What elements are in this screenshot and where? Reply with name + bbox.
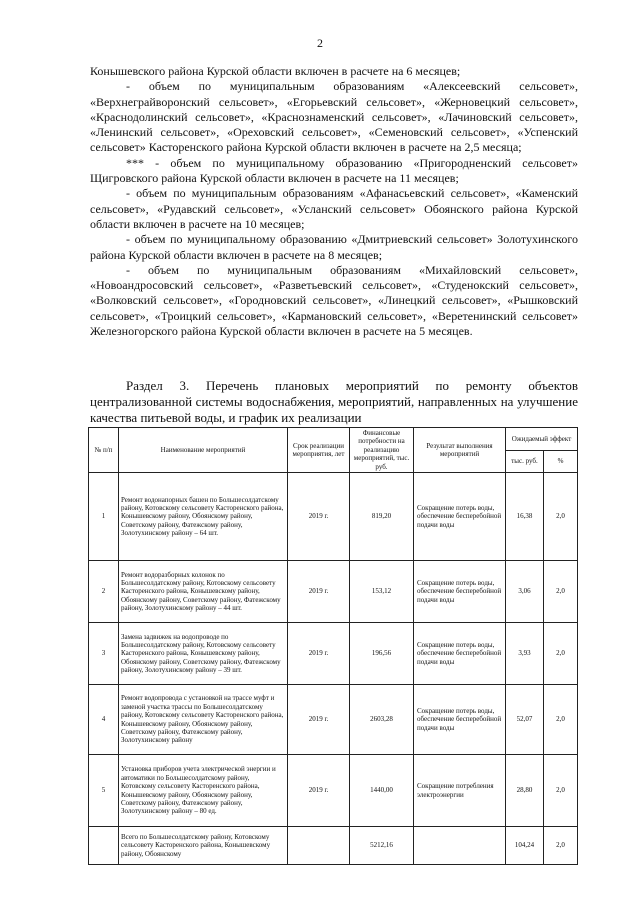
cell-finance: 153,12 bbox=[350, 561, 414, 623]
section-3 bbox=[90, 378, 578, 426]
cell-term bbox=[288, 827, 350, 865]
paragraph: - объем по муниципальным образованиям «Афанасьевский сельсовет», «Каменский сельсовет», «Рудавский сельсовет», «Усланский сельсовет» Обоянского района Курской области включен в расчете на 10 месяцев; bbox=[90, 186, 578, 231]
cell-term: 2019 г. bbox=[288, 561, 350, 623]
cell-num bbox=[89, 827, 119, 865]
cell-result: Сокращение потерь воды, обеспечение бесперебойной подачи воды bbox=[414, 685, 506, 755]
table-row bbox=[89, 561, 578, 623]
header-result: Результат выполнения мероприятий bbox=[414, 428, 506, 473]
section-heading: Раздел 3. Перечень плановых мероприятий по ремонту объектов централизованной системы водоснабжения, мероприятий, направленных на улучшение качества питьевой воды, и график их реализации bbox=[90, 378, 578, 425]
cell-num: 2 bbox=[89, 561, 119, 623]
table-row bbox=[89, 755, 578, 827]
table-row bbox=[89, 473, 578, 561]
header-num: № п/п bbox=[89, 428, 119, 473]
cell-num: 4 bbox=[89, 685, 119, 755]
table-row bbox=[89, 623, 578, 685]
cell-effect-pct: 2,0 bbox=[544, 827, 578, 865]
cell-name: Всего по Большесолдатскому району, Котовскому сельсовету Касторенского района, Конышевскому району, Обоянскому bbox=[119, 827, 288, 865]
cell-effect-pct: 2,0 bbox=[544, 685, 578, 755]
cell-name: Ремонт водоразборных колонок по Большесолдатскому району, Котовскому сельсовету Касторенского района, Конышевскому району, Обоянскому району, Советскому району, Фатежскому району, Золотухинскому району – 44 шт. bbox=[119, 561, 288, 623]
paragraph: Конышевского района Курской области включен в расчете на 6 месяцев; bbox=[90, 64, 461, 78]
cell-num: 1 bbox=[89, 473, 119, 561]
cell-result: Сокращение потерь воды, обеспечение бесперебойной подачи воды bbox=[414, 561, 506, 623]
cell-finance: 819,20 bbox=[350, 473, 414, 561]
cell-result: Сокращение потребления электроэнергии bbox=[414, 755, 506, 827]
cell-effect-pct: 2,0 bbox=[544, 561, 578, 623]
cell-num: 3 bbox=[89, 623, 119, 685]
paragraph: - объем по муниципальному образованию «Дмитриевский сельсовет» Золотухинского района Курской области включен в расчете на 8 месяцев; bbox=[90, 232, 578, 262]
cell-name: Замена задвижек на водопроводе по Большесолдатскому району, Котовскому сельсовету Касторенского района, Конышевскому району, Обоянскому району, Советскому району, Фатежскому району, Золотухинскому району – 39 шт. bbox=[119, 623, 288, 685]
cell-name: Ремонт водопровода с установкой на трассе муфт и заменой участка трассы по Большесолдатскому району, Котовскому сельсовету Касторенского района, Конышевскому району, Обоянскому району, Советскому району, Фатежскому району, Золотухинскому району bbox=[119, 685, 288, 755]
cell-finance: 5212,16 bbox=[350, 827, 414, 865]
cell-effect-rub: 52,07 bbox=[506, 685, 544, 755]
cell-term: 2019 г. bbox=[288, 623, 350, 685]
cell-result bbox=[414, 827, 506, 865]
cell-result: Сокращение потерь воды, обеспечение бесперебойной подачи воды bbox=[414, 473, 506, 561]
table-header-row bbox=[89, 428, 578, 451]
cell-effect-rub: 3,06 bbox=[506, 561, 544, 623]
cell-term: 2019 г. bbox=[288, 755, 350, 827]
paragraph: *** - объем по муниципальному образованию «Пригородненский сельсовет» Щигровского района Курской области включен в расчете на 11 месяцев; bbox=[90, 155, 578, 186]
header-effect-rub: тыс. руб. bbox=[506, 450, 544, 473]
cell-finance: 1440,00 bbox=[350, 755, 414, 827]
table-row-total bbox=[89, 827, 578, 865]
page-number: 2 bbox=[317, 36, 323, 50]
cell-finance: 196,56 bbox=[350, 623, 414, 685]
table-row bbox=[89, 685, 578, 755]
header-finance: Финансовые потребности на реализацию мероприятий, тыс. руб. bbox=[350, 428, 414, 473]
cell-name: Ремонт водонапорных башен по Большесолдатскому району, Котовскому сельсовету Касторенского района, Конышевскому району, Обоянскому району, Советскому району, Фатежскому району, Золотухинскому району – 64 шт. bbox=[119, 473, 288, 561]
cell-effect-rub: 104,24 bbox=[506, 827, 544, 865]
header-effect: Ожидаемый эффект bbox=[506, 428, 578, 451]
cell-effect-rub: 28,80 bbox=[506, 755, 544, 827]
cell-effect-rub: 16,38 bbox=[506, 473, 544, 561]
paragraph: - объем по муниципальным образованиям «Михайловский сельсовет», «Новоандросовский сельсовет», «Разветьевский сельсовет», «Студенокский сельсовет», «Волковский сельсовет», «Городновский сельсовет», «Линецкий сельсовет», «Рышковский сельсовет», «Троицкий сельсовет», «Кармановский сельсовет», «Веретенинский сельсовет» Железногорского района Курской области включен в расчете на 5 месяцев. bbox=[90, 262, 578, 339]
header-effect-pct: % bbox=[544, 450, 578, 473]
body-text bbox=[90, 64, 578, 339]
cell-effect-rub: 3,93 bbox=[506, 623, 544, 685]
cell-finance: 2603,28 bbox=[350, 685, 414, 755]
cell-effect-pct: 2,0 bbox=[544, 755, 578, 827]
cell-term: 2019 г. bbox=[288, 473, 350, 561]
cell-result: Сокращение потерь воды, обеспечение бесперебойной подачи воды bbox=[414, 623, 506, 685]
cell-effect-pct: 2,0 bbox=[544, 623, 578, 685]
cell-term: 2019 г. bbox=[288, 685, 350, 755]
cell-num: 5 bbox=[89, 755, 119, 827]
cell-effect-pct: 2,0 bbox=[544, 473, 578, 561]
header-name: Наименование мероприятий bbox=[119, 428, 288, 473]
cell-name: Установка приборов учета электрической энергии и автоматики по Большесолдатскому району, Котовскому сельсовету Касторенского района, Конышевскому району, Обоянскому району, Советскому району, Фатежскому району, Золотухинскому району – 80 ед. bbox=[119, 755, 288, 827]
measures-table bbox=[88, 427, 578, 865]
paragraph: - объем по муниципальным образованиям «Алексеевский сельсовет», «Верхнеграйворонский сельсовет», «Егорьевский сельсовет», «Жерновецкий сельсовет», «Краснодолинский сельсовет», «Краснознаменский сельсовет», «Лачиновский сельсовет», «Ленинский сельсовет», «Ореховский сельсовет», «Семеновский сельсовет», «Успенский сельсовет» Касторенского района Курской области включен в расчете на 2,5 месяца; bbox=[90, 79, 578, 155]
header-term: Срок реализации мероприятия, лет bbox=[288, 428, 350, 473]
